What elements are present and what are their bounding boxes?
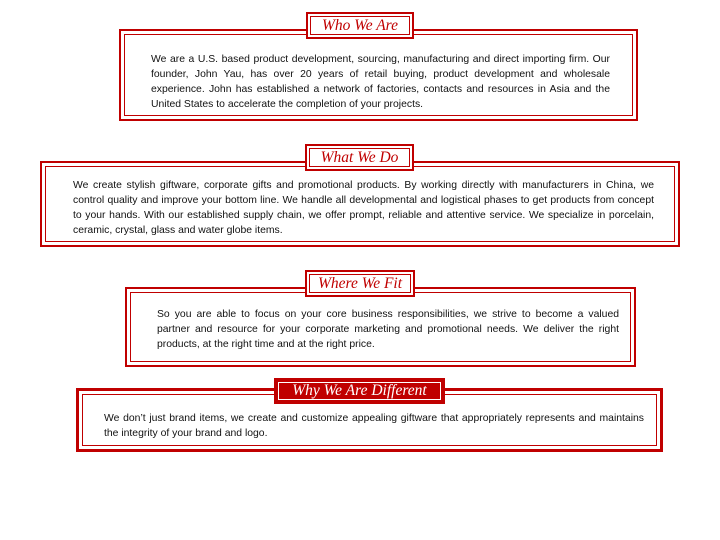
where-we-fit-title: Where We Fit [317, 275, 403, 292]
why-we-are-different-heading [274, 378, 445, 404]
who-we-are-title: Who We Are [321, 17, 399, 34]
what-we-do-title: What We Do [320, 149, 399, 166]
what-we-do-panel [40, 161, 680, 247]
where-we-fit-heading [305, 270, 415, 297]
where-we-fit-text: So you are able to focus on your core business responsibilities, we strive to become a valued partner and resource for your corporate marketing and promotional needs. We deliver the right products, at the right time and at the right price. [157, 309, 619, 350]
who-we-are-heading [306, 12, 414, 39]
where-we-fit-panel [125, 287, 636, 367]
why-we-are-different-title: Why We Are Different [292, 382, 427, 399]
what-we-do-text: We create stylish giftware, corporate gifts and promotional products. By working directly with manufacturers in China, we control quality and improve your bottom line. We handle all developmental and logistical phases to get products from concept to your hands. With our established supply chain, we offer prompt, reliable and attentive service. We specialize in porcelain, ceramic, crystal, glass and water globe items. [73, 180, 654, 236]
why-we-are-different-text: We don’t just brand items, we create and customize appealing giftware that appropriately represents and maintains the integrity of your brand and logo. [104, 413, 644, 439]
what-we-do-heading [305, 144, 414, 171]
who-we-are-panel [119, 29, 638, 121]
who-we-are-text: We are a U.S. based product development, sourcing, manufacturing and direct importing firm. Our founder, John Yau, has over 20 years of retail buying, product development and wholesale experience. John has established a network of factories, contacts and resources in Asia and the United States to accelerate the completion of your projects. [151, 54, 610, 110]
